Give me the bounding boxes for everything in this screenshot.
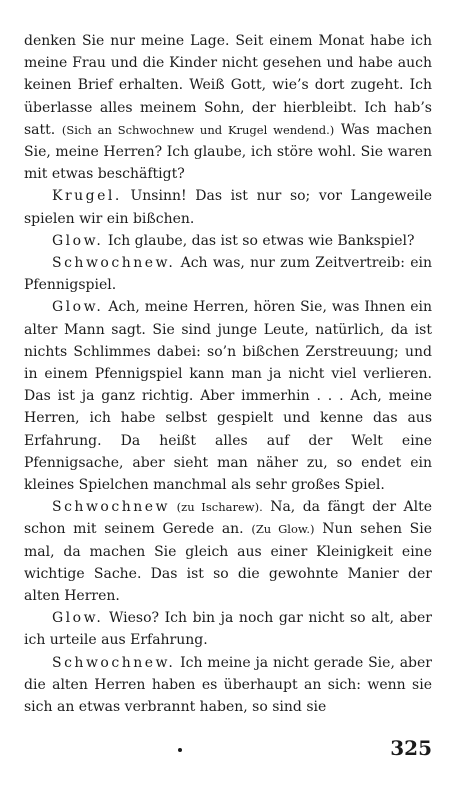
speaker-name: Schwochnew (52, 499, 171, 516)
paragraph-text: Na, da fängt der Alte schon mit seinem Gerede an. (24, 499, 432, 538)
speaker-name: Schwochnew. (52, 654, 176, 671)
paragraph-3 (24, 230, 432, 252)
paragraph-text: Ach, meine Herren, hören Sie, was Ihnen ein alter Mann sagt. Sie sind junge Leute, natürlich, da ist nichts Schlimmes dabei: so’n bißchen Zerstreuung; und in einem Pfennigspiel kann man ja nicht viel verlieren. Das ist ja ganz richtig. Aber immerhin . . . Ach, meine Herren, ich habe selbst gespielt und kenne das aus Erfahrung. Da heißt alles auf der Welt eine Pfennigsache, aber sieht man näher zu, so endet ein kleines Spielchen manchmal als sehr großes Spiel. (24, 299, 432, 494)
paragraph-text-continued: Nun sehen Sie mal, da machen Sie gleich aus einer Kleinigkeit eine wichtige Sache. Das ist so die gewohnte Manier der alten Herren. (24, 521, 432, 605)
speaker-name: Krugel. (52, 188, 122, 205)
printer-mark-dot (178, 748, 182, 752)
stage-direction: (Sich an Schwochnew und Krugel wendend.) (61, 122, 335, 137)
speaker-name: Glow. (52, 610, 104, 627)
paragraph-text: Wieso? Ich bin ja noch gar nicht so alt, aber ich urteile aus Erfahrung. (24, 610, 432, 649)
paragraph-text: Ich glaube, das ist so etwas wie Bankspiel? (103, 232, 415, 249)
paragraph-8 (24, 652, 432, 719)
paragraph-text: Ach was, nur zum Zeitvertreib: ein Pfennigspiel. (24, 255, 432, 294)
speaker-name: Glow. (52, 232, 104, 249)
speaker-name: Schwochnew. (52, 255, 176, 272)
stage-direction: (Zu Glow.) (251, 522, 315, 537)
paragraph-5 (24, 296, 432, 496)
paragraph-2 (24, 185, 432, 229)
paragraph-text: Unsinn! Das ist nur so; vor Langeweile spielen wir ein bißchen. (24, 188, 432, 227)
page-number: 325 (390, 736, 432, 760)
paragraph-7 (24, 607, 432, 651)
stage-direction: (zu Ischarew). (170, 500, 263, 515)
speaker-name: Glow. (52, 299, 104, 316)
page-footer (24, 736, 432, 766)
paragraph-text-continued: Was machen Sie, meine Herren? Ich glaube, ich störe wohl. Sie waren mit etwas beschäftigt? (24, 121, 432, 183)
paragraph-text: Ich meine ja nicht gerade Sie, aber die alten Herren haben es überhaupt an sich: wenn sie sich an etwas verbrannt haben, so sind sie (24, 654, 432, 716)
paragraph-4 (24, 252, 432, 296)
paragraph-text: denken Sie nur meine Lage. Seit einem Monat habe ich meine Frau und die Kinder nicht gesehen und habe auch keinen Brief erhalten. Weiß Gott, wie’s dort zugeht. Ich überlasse alles meinem Sohn, der hierbleibt. Ich hab’s satt. (24, 33, 432, 138)
paragraph-1 (24, 30, 432, 185)
page-text (24, 30, 432, 718)
paragraph-6 (24, 496, 432, 607)
